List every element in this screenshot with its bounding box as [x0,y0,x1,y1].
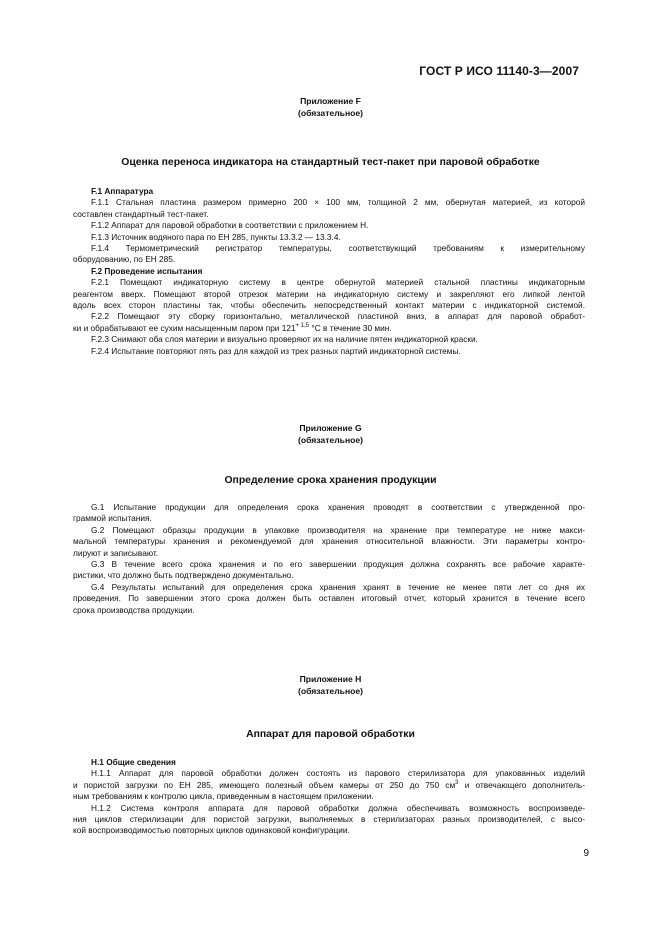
annex-f-body [73,186,585,357]
paragraph-line: граммой испытания. [73,513,152,524]
paragraph-line: оборудованию, по ЕН 285. [73,254,176,265]
paragraph-line: F.2.3 Снимают оба слоя материи и визуально проверяют их на наличие пятен индикаторной краски. [91,334,478,345]
paragraph-line [73,780,585,791]
paragraph-line: F.2.2 Помещают эту сборку горизонтально, металлической пластиной вниз, в аппарат для паровой обработ- [91,311,585,322]
annex-h-body [73,757,585,837]
paragraph-line: ния циклов стерилизации для пористой загрузки, выполняемых в стерилизаторах разных производителей, с высо- [73,814,585,825]
page-number: 9 [583,848,589,859]
annex-h-title: Аппарат для паровой обработки [246,729,415,740]
annex-f-label: Приложение F [300,96,361,106]
paragraph-line: лируют и записывают. [73,547,159,558]
paragraph-line: кой воспроизводимостью повторных циклов одинаковой конфигурации. [73,825,350,836]
paragraph-line: G.4 Результаты испытаний для определения срока хранения хранят в течение не менее пяти лет со дня их [91,581,585,592]
tolerance-superscript: + 1,5 [295,322,310,329]
paragraph-line: мальной температуры хранения и рекомендуемой для хранения относительной влажности. Эти параметры контро- [73,536,585,547]
text-run: и пористой загрузки по ЕН 285, имеющего полезный объем камеры от 250 до 750 см [73,779,456,790]
section-heading: F.2 Проведение испытания [91,265,203,276]
unit-superscript: 3 [455,779,459,786]
paragraph-line: G.1 Испытание продукции для определения срока хранения проводят в соответствии с утвержденной про- [91,502,585,512]
paragraph-line [73,323,585,334]
paragraph-line: срока производства продукции. [73,604,195,615]
paragraph-line: G.2 Помещают образцы продукции в упаковке производителя на хранение при температуре не ниже макси- [91,524,585,535]
annex-h-label: Приложение H [299,674,362,684]
paragraph-line: ристики, что должно быть подтверждено документально. [73,570,294,581]
text-run: и отвечающего дополнитель- [458,779,586,790]
paragraph-line: ным требованиям к контролю цикла, приведенным в настоящем приложении. [73,791,374,802]
paragraph-line: F.2.4 Испытание повторяют пять раз для каждой из трех разных партий индикаторной системы. [91,345,461,356]
annex-h-status: (обязательное) [297,686,364,696]
paragraph-line: F.1.1 Стальная пластина размером примерно 200 × 100 мм, толщиной 2 мм, обернутая материей, из которой [91,197,585,208]
paragraph-line: составлен стандартный тест-пакет. [73,208,209,219]
text-run: °С в течение 30 мин. [309,322,392,333]
document-header: ГОСТ Р ИСО 11140-3—2007 [419,64,579,78]
annex-g-label: Приложение G [299,423,362,433]
paragraph-line: G.3 В течение всего срока хранения и по его завершении продукция должна сохранять все рабочие характе- [91,559,585,570]
annex-f-status: (обязательное) [297,108,364,118]
paragraph-line: H.1.2 Система контроля аппарата для паровой обработки должна обеспечивать возможность воспроизведе- [91,802,585,813]
paragraph-line: проведения. По завершении этого срока должен быть оставлен итоговый отчет, который хранится в течение всего [73,593,585,604]
text-run: ки и обрабатывают ее сухим насыщенным паром при 121 [73,322,296,333]
annex-g-body [73,502,585,616]
section-heading: H.1 Общие сведения [91,757,176,767]
paragraph-line: H.1.1 Аппарат для паровой обработки должен состоять из парового стерилизатора для упакованных изделий [91,768,585,779]
annex-g-status: (обязательное) [297,435,364,445]
section-heading: F.1 Аппаратура [91,186,154,196]
paragraph-line: вдоль всех сторон пластины так, чтобы обеспечить непосредственный контакт материи с индикаторной системой. [73,300,585,311]
annex-g-title: Определение срока хранения продукции [224,475,437,486]
paragraph-line: F.1.3 Источник водяного пара по ЕН 285, пункты 13.3.2 — 13.3.4. [91,231,341,242]
paragraph-line: реагентом вверх. Помещают второй отрезок материи на индикаторную систему и закрепляют его липкой лентой [73,288,585,299]
paragraph-line: F.1.4 Термометрический регистратор температуры, соответствующий требованиям к измерительному [91,243,585,254]
paragraph-line: F.1.2 Аппарат для паровой обработки в соответствии с приложением H. [91,220,369,231]
paragraph-line: F.2.1 Помещают индикаторную систему в центре обернутой материей стальной пластины индикаторным [91,277,585,288]
annex-f-title: Оценка переноса индикатора на стандартный тест-пакет при паровой обработке [121,157,540,168]
